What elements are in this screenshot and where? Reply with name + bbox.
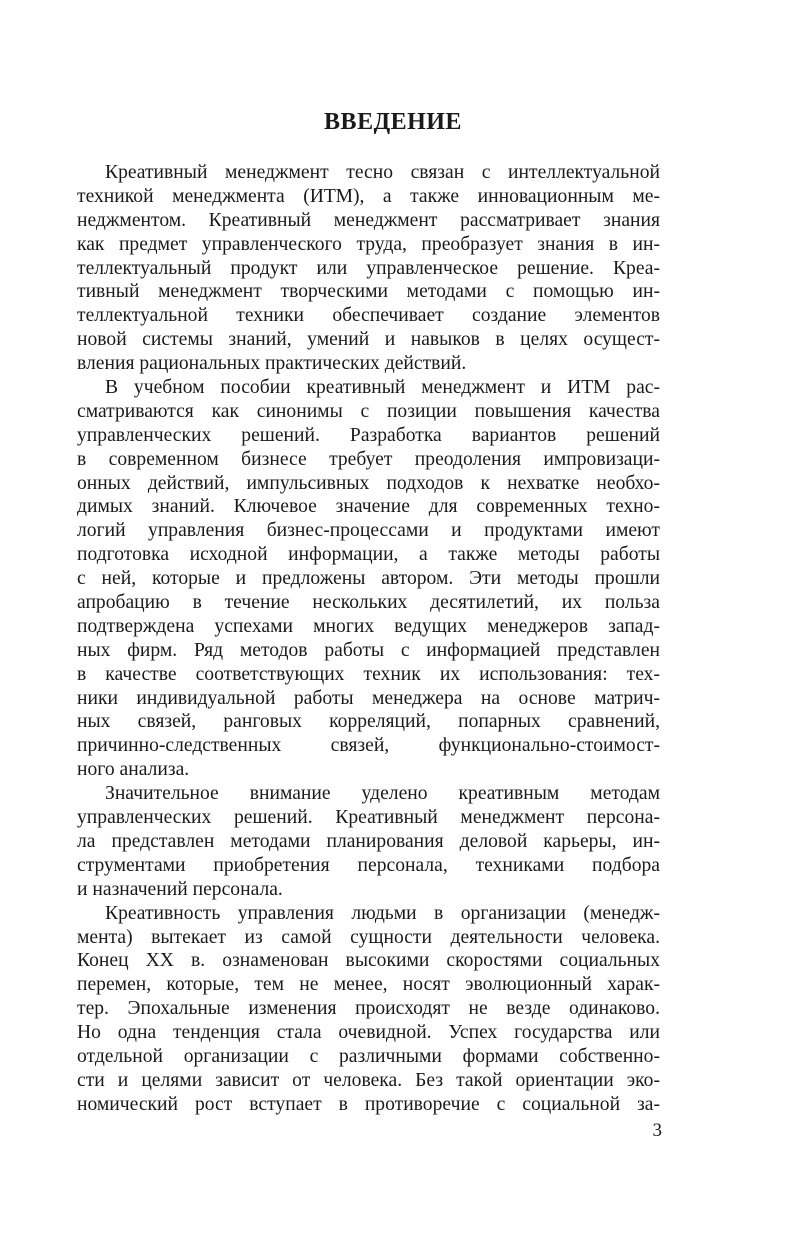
text-line: и назначений персонала. [77, 878, 283, 900]
text-line: Креативный менеджмент тесно связан с интеллектуальной [105, 162, 660, 183]
text-line: димых знаний. Ключевое значение для современных техно- [77, 496, 660, 518]
text-line: как предмет управленческого труда, преобразует знания в ин- [77, 233, 660, 255]
page-title: ВВЕДЕНИЕ [324, 109, 462, 135]
text-line: номический рост вступает в противоречие с социальной за- [77, 1093, 660, 1115]
text-line: В учебном пособии креативный менеджмент и ИТМ рас- [105, 377, 660, 399]
page-number: 3 [652, 1120, 662, 1141]
text-line: теллектуальный продукт или управленческое решение. Креа- [77, 257, 660, 279]
text-line: подготовка исходной информации, а также методы работы [77, 544, 660, 566]
text-line: онных действий, импульсивных подходов к нехватке необхо- [77, 472, 660, 494]
text-line: с ней, которые и предложены автором. Эти методы прошли [77, 568, 660, 590]
text-line: апробацию в течение нескольких десятилетий, их польза [77, 592, 660, 614]
text-line: техникой менеджмента (ИТМ), а также инновационным ме- [77, 185, 660, 207]
text-line: теллектуальной техники обеспечивает создание элементов [77, 305, 660, 327]
text-line: ных фирм. Ряд методов работы с информацией представлен [77, 639, 660, 661]
text-line: логий управления бизнес-процессами и продуктами имеют [77, 520, 660, 542]
text-line: вления рациональных практических действий. [77, 353, 467, 375]
text-line: новой системы знаний, умений и навыков в целях осущест- [77, 329, 660, 351]
text-line: струментами приобретения персонала, техниками подбора [77, 854, 660, 876]
text-line: ных связей, ранговых корреляций, попарных сравнений, [77, 711, 660, 733]
text-line: тивный менеджмент творческими методами с помощью ин- [77, 281, 660, 303]
text-line: в качестве соответствующих техник их использования: тех- [77, 663, 660, 685]
text-line: сти и целями зависит от человека. Без такой ориентации эко- [77, 1069, 660, 1091]
text-line: Значительное внимание уделено креативным методам [105, 783, 660, 805]
text-line: отдельной организации с различными формами собственно- [77, 1045, 660, 1067]
text-line: тер. Эпохальные изменения происходят не везде одинаково. [77, 998, 660, 1020]
text-line: ла представлен методами планирования деловой карьеры, ин- [77, 830, 660, 852]
text-line: Но одна тенденция стала очевидной. Успех государства или [77, 1022, 660, 1044]
text-line: мента) вытекает из самой сущности деятельности человека. [77, 926, 660, 948]
text-line: управленческих решений. Креативный менеджмент персона- [77, 807, 660, 829]
text-line: ники индивидуальной работы менеджера на основе матрич- [77, 687, 660, 709]
text-line: причинно-следственных связей, функционально-стоимост- [77, 735, 660, 757]
text-line: неджментом. Креативный менеджмент рассматривает знания [77, 209, 660, 231]
text-line: сматриваются как синонимы с позиции повышения качества [77, 400, 660, 422]
text-line: Конец XX в. ознаменован высокими скоростями социальных [77, 950, 660, 972]
text-line: подтверждена успехами многих ведущих менеджеров запад- [77, 615, 660, 637]
text-line: ного анализа. [77, 759, 190, 781]
text-line: Креативность управления людьми в организации (менедж- [105, 902, 660, 924]
text-line: перемен, которые, тем не менее, носят эволюционный харак- [77, 974, 660, 996]
body-text [77, 161, 660, 1117]
text-line: управленческих решений. Разработка вариантов решений [77, 424, 660, 446]
text-line: в современном бизнесе требует преодоления импровизаци- [77, 448, 660, 470]
